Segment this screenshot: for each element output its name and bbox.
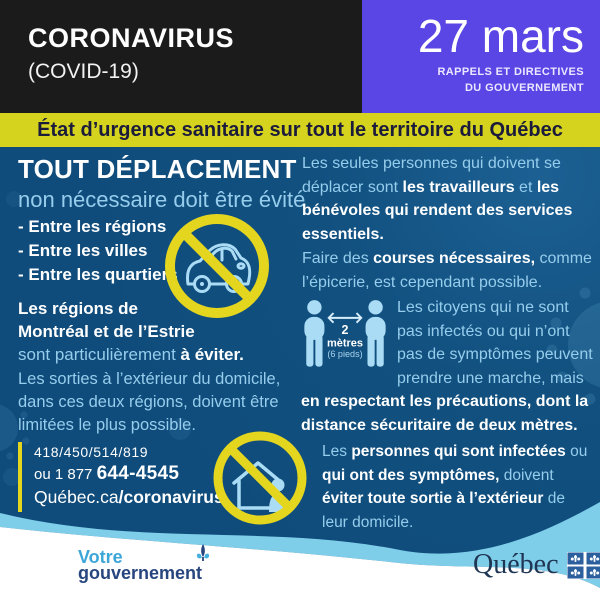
- quebec-wordmark: Québec: [473, 549, 559, 580]
- gov-logo-line1: Votre: [78, 547, 123, 567]
- fleur-de-lis-icon: [196, 544, 210, 562]
- regions-line1: Les régions de: [18, 299, 138, 318]
- site-domain: Québec.ca: [34, 487, 119, 507]
- quebec-flag-icon: [567, 552, 600, 579]
- distance-unit: mètres: [326, 337, 364, 350]
- poster-subtitle: (COVID-19): [28, 59, 139, 83]
- regions-line2: Montréal et de l’Estrie: [18, 322, 195, 341]
- travel-bullet-list: [18, 215, 178, 287]
- header-black-panel: [0, 0, 362, 113]
- groceries-paragraph: Faire des courses nécessaires, comme l’épicerie, est cependant possible.: [302, 250, 592, 291]
- tollfree-prefix: ou 1 877: [34, 466, 97, 483]
- infected-paragraph: Les personnes qui sont infectées ou qui ont des symptômes, doivent éviter toute sortie à l’extérieur de leur domicile.: [322, 443, 588, 531]
- outings-paragraph: Les sorties à l’extérieur du domicile, dans ces deux régions, doivent être limitées le plus possible.: [18, 370, 281, 434]
- person-icon: [366, 300, 386, 366]
- workers-paragraph: Les seules personnes qui doivent se déplacer sont les travailleurs et les bénévoles qui rendent des services essentiels.: [302, 155, 573, 243]
- emergency-banner: État d’urgence sanitaire sur tout le territoire du Québec: [0, 113, 600, 147]
- date-note-line1: RAPPELS ET DIRECTIVES: [437, 65, 584, 78]
- distance-value: 2: [341, 323, 349, 338]
- walk-paragraph-block: [301, 296, 597, 437]
- distance-alt-unit: (6 pieds): [327, 349, 363, 360]
- tollfree-number: 644-4545: [96, 463, 180, 484]
- regions-line3: sont particulièrement à éviter.: [18, 345, 244, 364]
- phone-area-codes: 418/450/514/819: [34, 444, 149, 460]
- date-note: [362, 65, 584, 97]
- quebec-government-logo: [473, 551, 600, 579]
- person-icon: [304, 300, 324, 366]
- distance-2m-icon: [301, 298, 389, 376]
- tollfree-line: [34, 463, 224, 485]
- gov-logo-line2: gouvernement: [78, 563, 203, 583]
- headline-sub: non nécessaire doit être évité: [18, 187, 306, 212]
- poster-title: CORONAVIRUS: [28, 23, 235, 53]
- headline-main: TOUT DÉPLACEMENT: [18, 154, 297, 184]
- date-note-line2: DU GOUVERNEMENT: [464, 81, 584, 94]
- header-date-panel: [362, 0, 600, 113]
- double-arrow-icon: [329, 313, 362, 323]
- walk-paragraph: Les citoyens qui ne sont pas infectés ou qui n’ont pas de symptômes peuvent prendre une marche, mais en respectant les précautions, dont la distance sécuritaire de deux mètres.: [301, 299, 593, 434]
- date-label: 27 mars: [417, 10, 584, 62]
- votre-gouvernement-logo: [78, 548, 268, 590]
- bullet-villes: - Entre les villes: [18, 241, 148, 260]
- bullet-regions: - Entre les régions: [18, 217, 167, 236]
- site-path: /coronavirus: [118, 487, 224, 507]
- regions-warning: [18, 297, 298, 366]
- bullet-quartiers: - Entre les quartiers: [18, 265, 178, 284]
